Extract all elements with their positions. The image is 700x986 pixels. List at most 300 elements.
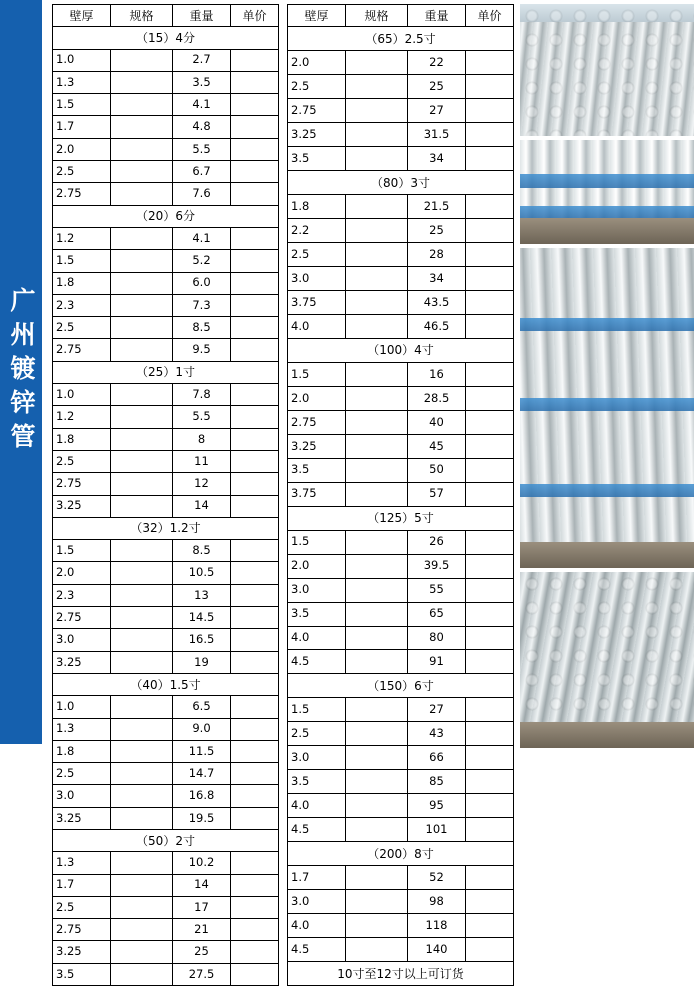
table-row — [288, 386, 514, 410]
cell-wall-thickness: 1.0 — [53, 384, 111, 406]
table-row — [288, 458, 514, 482]
cell-spec — [346, 266, 408, 290]
table-row — [288, 147, 514, 171]
cell-wall-thickness: 2.75 — [53, 919, 111, 941]
col-header-price: 单价 — [466, 5, 514, 27]
cell-wall-thickness: 2.5 — [288, 243, 346, 267]
table-row — [53, 116, 279, 138]
cell-wall-thickness: 2.0 — [288, 554, 346, 578]
table-row — [53, 49, 279, 71]
cell-spec — [346, 147, 408, 171]
table-row — [53, 562, 279, 584]
cell-wall-thickness: 2.0 — [288, 51, 346, 75]
table-group-row — [288, 506, 514, 530]
cell-price — [231, 941, 279, 963]
cell-spec — [111, 294, 173, 316]
table-row — [53, 71, 279, 93]
cell-weight: 19.5 — [173, 807, 231, 829]
cell-weight: 45 — [408, 434, 466, 458]
table-row — [53, 317, 279, 339]
cell-price — [231, 495, 279, 517]
cell-wall-thickness: 3.25 — [53, 651, 111, 673]
spec-table-left-head — [53, 5, 279, 27]
cell-weight: 95 — [408, 794, 466, 818]
cell-weight: 22 — [408, 51, 466, 75]
cell-weight: 9.0 — [173, 718, 231, 740]
cell-wall-thickness: 3.5 — [288, 602, 346, 626]
table-row — [53, 384, 279, 406]
cell-spec — [346, 99, 408, 123]
cell-price — [466, 818, 514, 842]
col-header-wall-thickness: 壁厚 — [288, 5, 346, 27]
cell-wall-thickness: 2.0 — [288, 386, 346, 410]
table-note-row — [288, 962, 514, 986]
cell-price — [231, 785, 279, 807]
cell-spec — [346, 938, 408, 962]
table-group-row — [53, 829, 279, 851]
cell-spec — [346, 554, 408, 578]
cell-wall-thickness: 2.2 — [288, 219, 346, 243]
cell-weight: 5.5 — [173, 138, 231, 160]
table-row — [288, 290, 514, 314]
cell-wall-thickness: 1.2 — [53, 227, 111, 249]
cell-spec — [111, 450, 173, 472]
cell-spec — [111, 473, 173, 495]
cell-weight: 14.5 — [173, 607, 231, 629]
group-label: （125）5寸 — [288, 506, 514, 530]
cell-weight: 14 — [173, 495, 231, 517]
table-row — [53, 250, 279, 272]
cell-price — [466, 219, 514, 243]
cell-weight: 25 — [173, 941, 231, 963]
cell-wall-thickness: 2.5 — [53, 317, 111, 339]
cell-price — [231, 71, 279, 93]
cell-price — [231, 651, 279, 673]
cell-weight: 66 — [408, 746, 466, 770]
cell-weight: 4.8 — [173, 116, 231, 138]
table-row — [53, 607, 279, 629]
cell-price — [466, 51, 514, 75]
spec-table-right-body — [288, 27, 514, 986]
cell-price — [231, 49, 279, 71]
cell-wall-thickness: 3.75 — [288, 482, 346, 506]
cell-price — [231, 718, 279, 740]
cell-wall-thickness: 3.25 — [53, 941, 111, 963]
table-group-row — [53, 517, 279, 539]
cell-weight: 85 — [408, 770, 466, 794]
cell-weight: 2.7 — [173, 49, 231, 71]
cell-wall-thickness: 1.8 — [53, 272, 111, 294]
cell-price — [231, 629, 279, 651]
table-row — [53, 874, 279, 896]
cell-price — [466, 123, 514, 147]
table-group-row — [53, 673, 279, 695]
cell-weight: 118 — [408, 914, 466, 938]
cell-price — [231, 339, 279, 361]
table-row — [53, 896, 279, 918]
cell-weight: 34 — [408, 266, 466, 290]
table-row — [53, 651, 279, 673]
table-header-row — [53, 5, 279, 27]
cell-spec — [111, 651, 173, 673]
spec-tables — [52, 4, 512, 986]
cell-spec — [111, 562, 173, 584]
cell-weight: 6.0 — [173, 272, 231, 294]
cell-spec — [346, 243, 408, 267]
table-row — [53, 718, 279, 740]
cell-weight: 27 — [408, 698, 466, 722]
table-row — [53, 272, 279, 294]
col-header-wall-thickness: 壁厚 — [53, 5, 111, 27]
cell-weight: 14 — [173, 874, 231, 896]
cell-weight: 57 — [408, 482, 466, 506]
cell-price — [231, 161, 279, 183]
cell-price — [231, 94, 279, 116]
table-row — [288, 698, 514, 722]
group-label: （65）2.5寸 — [288, 27, 514, 51]
cell-price — [231, 696, 279, 718]
table-row — [53, 807, 279, 829]
cell-weight: 31.5 — [408, 123, 466, 147]
group-label: （20）6分 — [53, 205, 279, 227]
order-note: 10寸至12寸以上可订货 — [288, 962, 514, 986]
cell-wall-thickness: 3.0 — [288, 578, 346, 602]
cell-price — [231, 919, 279, 941]
group-label: （25）1寸 — [53, 361, 279, 383]
cell-spec — [111, 138, 173, 160]
cell-weight: 17 — [173, 896, 231, 918]
cell-spec — [111, 896, 173, 918]
cell-wall-thickness: 1.5 — [53, 540, 111, 562]
cell-wall-thickness: 2.5 — [53, 450, 111, 472]
brand-banner-text: 广州镀锌管 — [7, 287, 36, 457]
cell-wall-thickness: 2.3 — [53, 294, 111, 316]
cell-weight: 27.5 — [173, 963, 231, 985]
cell-spec — [111, 495, 173, 517]
cell-spec — [346, 866, 408, 890]
table-row — [53, 406, 279, 428]
cell-weight: 34 — [408, 147, 466, 171]
cell-price — [231, 450, 279, 472]
cell-wall-thickness: 3.5 — [288, 147, 346, 171]
table-row — [53, 919, 279, 941]
cell-price — [466, 266, 514, 290]
cell-wall-thickness: 2.75 — [53, 607, 111, 629]
cell-price — [231, 807, 279, 829]
table-row — [53, 763, 279, 785]
cell-wall-thickness: 3.25 — [288, 434, 346, 458]
table-group-row — [288, 842, 514, 866]
cell-price — [466, 410, 514, 434]
galvanized-pipe-stack-photo-3 — [520, 248, 694, 568]
cell-price — [231, 763, 279, 785]
cell-wall-thickness: 4.5 — [288, 818, 346, 842]
cell-weight: 6.7 — [173, 161, 231, 183]
cell-wall-thickness: 4.5 — [288, 650, 346, 674]
cell-spec — [346, 434, 408, 458]
table-row — [288, 866, 514, 890]
cell-price — [231, 294, 279, 316]
table-row — [288, 890, 514, 914]
blue-strap — [520, 174, 694, 188]
cell-wall-thickness: 3.0 — [288, 266, 346, 290]
cell-price — [231, 896, 279, 918]
cell-weight: 11 — [173, 450, 231, 472]
cell-wall-thickness: 2.3 — [53, 584, 111, 606]
cell-weight: 80 — [408, 626, 466, 650]
cell-wall-thickness: 1.5 — [288, 698, 346, 722]
cell-spec — [346, 626, 408, 650]
cell-wall-thickness: 3.5 — [288, 770, 346, 794]
cell-wall-thickness: 4.0 — [288, 914, 346, 938]
cell-price — [466, 578, 514, 602]
group-label: （150）6寸 — [288, 674, 514, 698]
cell-weight: 7.3 — [173, 294, 231, 316]
table-row — [288, 746, 514, 770]
cell-price — [466, 866, 514, 890]
cell-wall-thickness: 2.0 — [53, 562, 111, 584]
photo-column — [520, 4, 694, 752]
cell-wall-thickness: 2.75 — [53, 183, 111, 205]
table-row — [288, 243, 514, 267]
col-header-weight: 重量 — [408, 5, 466, 27]
cell-price — [231, 227, 279, 249]
cell-weight: 11.5 — [173, 740, 231, 762]
cell-weight: 9.5 — [173, 339, 231, 361]
cell-wall-thickness: 2.5 — [53, 896, 111, 918]
cell-price — [231, 138, 279, 160]
cell-spec — [111, 384, 173, 406]
cell-wall-thickness: 3.75 — [288, 290, 346, 314]
table-group-row — [288, 674, 514, 698]
cell-price — [466, 482, 514, 506]
cell-wall-thickness: 3.25 — [288, 123, 346, 147]
table-row — [288, 51, 514, 75]
cell-weight: 25 — [408, 75, 466, 99]
blue-strap — [520, 318, 694, 331]
table-row — [288, 770, 514, 794]
group-label: （15）4分 — [53, 27, 279, 49]
table-row — [288, 602, 514, 626]
cell-spec — [346, 746, 408, 770]
cell-price — [466, 650, 514, 674]
cell-price — [231, 317, 279, 339]
cell-spec — [111, 696, 173, 718]
cell-wall-thickness: 2.5 — [53, 763, 111, 785]
cell-price — [231, 406, 279, 428]
table-row — [288, 75, 514, 99]
cell-spec — [111, 339, 173, 361]
cell-price — [466, 722, 514, 746]
cell-weight: 16.8 — [173, 785, 231, 807]
table-row — [53, 963, 279, 985]
cell-spec — [111, 428, 173, 450]
cell-spec — [346, 530, 408, 554]
cell-wall-thickness: 2.75 — [53, 473, 111, 495]
cell-price — [466, 458, 514, 482]
table-row — [288, 362, 514, 386]
table-row — [53, 473, 279, 495]
cell-price — [231, 740, 279, 762]
cell-price — [466, 243, 514, 267]
cell-wall-thickness: 2.75 — [288, 410, 346, 434]
cell-wall-thickness: 2.75 — [53, 339, 111, 361]
cell-wall-thickness: 2.5 — [53, 161, 111, 183]
table-row — [288, 219, 514, 243]
group-label: （80）3寸 — [288, 171, 514, 195]
cell-wall-thickness: 3.0 — [53, 629, 111, 651]
cell-price — [231, 250, 279, 272]
cell-spec — [346, 482, 408, 506]
cell-spec — [111, 919, 173, 941]
cell-weight: 39.5 — [408, 554, 466, 578]
cell-spec — [346, 195, 408, 219]
cell-spec — [111, 874, 173, 896]
cell-spec — [111, 540, 173, 562]
cell-spec — [346, 51, 408, 75]
galvanized-pipe-bundle-photo-2 — [520, 140, 694, 244]
cell-price — [466, 362, 514, 386]
table-row — [288, 818, 514, 842]
cell-price — [466, 698, 514, 722]
table-row — [53, 584, 279, 606]
table-row — [53, 94, 279, 116]
cell-weight: 8.5 — [173, 540, 231, 562]
cell-wall-thickness: 3.0 — [53, 785, 111, 807]
cell-weight: 40 — [408, 410, 466, 434]
cell-wall-thickness: 2.0 — [53, 138, 111, 160]
galvanized-pipe-bundle-photo-1 — [520, 4, 694, 136]
table-row — [288, 554, 514, 578]
cell-price — [466, 602, 514, 626]
cell-price — [231, 584, 279, 606]
cell-spec — [346, 362, 408, 386]
cell-wall-thickness: 1.0 — [53, 696, 111, 718]
table-group-row — [53, 361, 279, 383]
cell-spec — [111, 183, 173, 205]
table-row — [53, 696, 279, 718]
cell-weight: 21.5 — [408, 195, 466, 219]
cell-wall-thickness: 1.7 — [288, 866, 346, 890]
cell-weight: 10.5 — [173, 562, 231, 584]
cell-spec — [111, 763, 173, 785]
cell-price — [231, 473, 279, 495]
cell-price — [466, 626, 514, 650]
group-label: （40）1.5寸 — [53, 673, 279, 695]
cell-price — [231, 428, 279, 450]
cell-spec — [346, 578, 408, 602]
cell-wall-thickness: 1.5 — [53, 250, 111, 272]
cell-price — [466, 147, 514, 171]
cell-spec — [346, 386, 408, 410]
cell-weight: 19 — [173, 651, 231, 673]
cell-wall-thickness: 1.7 — [53, 116, 111, 138]
cell-weight: 8.5 — [173, 317, 231, 339]
cell-spec — [111, 49, 173, 71]
cell-price — [231, 963, 279, 985]
brand-banner — [0, 0, 42, 744]
cell-spec — [111, 963, 173, 985]
cell-wall-thickness: 1.7 — [53, 874, 111, 896]
cell-weight: 7.8 — [173, 384, 231, 406]
group-label: （200）8寸 — [288, 842, 514, 866]
photo-ground — [520, 218, 694, 244]
cell-price — [231, 874, 279, 896]
cell-spec — [111, 718, 173, 740]
cell-price — [466, 890, 514, 914]
col-header-weight: 重量 — [173, 5, 231, 27]
cell-weight: 43.5 — [408, 290, 466, 314]
cell-price — [466, 794, 514, 818]
table-row — [288, 722, 514, 746]
cell-weight: 140 — [408, 938, 466, 962]
pipe-ends-texture — [520, 4, 694, 136]
table-row — [288, 314, 514, 338]
cell-wall-thickness: 3.25 — [53, 807, 111, 829]
col-header-spec: 规格 — [111, 5, 173, 27]
cell-wall-thickness: 1.2 — [53, 406, 111, 428]
cell-price — [466, 75, 514, 99]
cell-wall-thickness: 1.3 — [53, 718, 111, 740]
table-row — [288, 99, 514, 123]
photo-ground — [520, 542, 694, 568]
cell-wall-thickness: 1.8 — [53, 428, 111, 450]
table-row — [53, 495, 279, 517]
cell-spec — [346, 123, 408, 147]
table-row — [288, 410, 514, 434]
table-row — [288, 266, 514, 290]
cell-weight: 28 — [408, 243, 466, 267]
cell-spec — [346, 314, 408, 338]
cell-wall-thickness: 3.0 — [288, 890, 346, 914]
cell-spec — [111, 161, 173, 183]
cell-weight: 46.5 — [408, 314, 466, 338]
cell-price — [231, 183, 279, 205]
cell-price — [466, 938, 514, 962]
cell-price — [466, 746, 514, 770]
cell-price — [231, 562, 279, 584]
table-row — [288, 650, 514, 674]
table-row — [288, 123, 514, 147]
cell-wall-thickness: 1.0 — [53, 49, 111, 71]
cell-spec — [346, 818, 408, 842]
cell-spec — [111, 227, 173, 249]
table-row — [288, 195, 514, 219]
cell-wall-thickness: 1.8 — [288, 195, 346, 219]
table-group-row — [288, 171, 514, 195]
cell-price — [466, 314, 514, 338]
cell-price — [466, 770, 514, 794]
table-row — [53, 450, 279, 472]
cell-spec — [111, 584, 173, 606]
spec-table-left-body — [53, 27, 279, 986]
cell-price — [466, 530, 514, 554]
cell-weight: 91 — [408, 650, 466, 674]
table-header-row — [288, 5, 514, 27]
cell-wall-thickness: 3.25 — [53, 495, 111, 517]
cell-wall-thickness: 2.5 — [288, 722, 346, 746]
table-row — [288, 794, 514, 818]
cell-spec — [346, 219, 408, 243]
cell-weight: 43 — [408, 722, 466, 746]
table-row — [53, 339, 279, 361]
cell-wall-thickness: 2.5 — [288, 75, 346, 99]
group-label: （32）1.2寸 — [53, 517, 279, 539]
cell-wall-thickness: 1.3 — [53, 852, 111, 874]
cell-weight: 16 — [408, 362, 466, 386]
cell-spec — [346, 770, 408, 794]
cell-weight: 26 — [408, 530, 466, 554]
